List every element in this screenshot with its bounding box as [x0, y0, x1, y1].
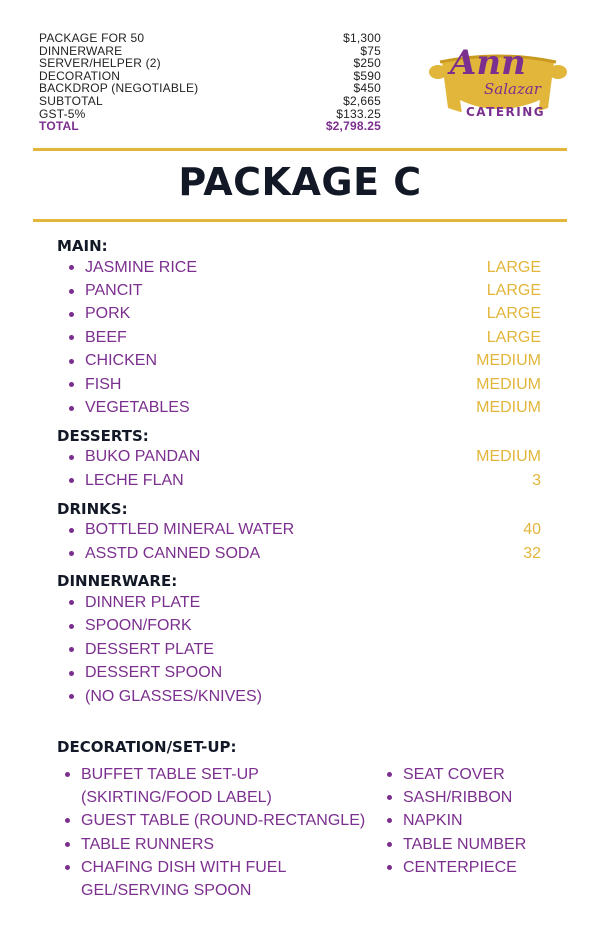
- list-item: [57, 350, 541, 373]
- list-item: [57, 256, 541, 279]
- section-heading-desserts: DESSERTS:: [57, 426, 149, 445]
- list-item: [65, 856, 375, 902]
- item-qty: MEDIUM: [476, 448, 541, 466]
- logo-script-salazar: Salazar: [484, 80, 541, 98]
- list-item: [57, 446, 541, 469]
- bullet-icon: [65, 818, 70, 823]
- bullet-icon: [69, 694, 74, 699]
- list-item: [387, 809, 557, 832]
- price-label: PACKAGE FOR 50: [39, 31, 145, 45]
- item-name: PANCIT: [85, 282, 143, 300]
- price-amount: $75: [360, 43, 381, 58]
- item-name: JASMINE RICE: [85, 258, 198, 276]
- logo-script-ann: Ann: [450, 43, 526, 83]
- bullet-icon: [387, 772, 392, 777]
- price-amount: $450: [353, 81, 381, 96]
- caterer-logo: [428, 34, 568, 130]
- price-row-total: [39, 120, 381, 133]
- bullet-icon: [69, 359, 74, 364]
- list-item: [57, 615, 541, 638]
- price-amount: $1,300: [343, 31, 381, 45]
- item-qty: LARGE: [486, 258, 541, 276]
- list-item: [57, 661, 541, 684]
- list-item: [57, 469, 541, 492]
- price-label: DECORATION: [39, 68, 121, 83]
- item-name: DESSERT PLATE: [85, 640, 214, 658]
- section-heading-drinks: DRINKS:: [57, 499, 128, 518]
- logo-catering-text: CATERING: [466, 105, 546, 119]
- list-item: [57, 519, 541, 542]
- item-qty: LARGE: [486, 305, 541, 323]
- bullet-icon: [69, 312, 74, 317]
- decoration-list-left: [65, 763, 375, 902]
- item-name: BUFFET TABLE SET-UP (SKIRTING/FOOD LABEL): [81, 766, 272, 807]
- price-amount: $590: [353, 68, 381, 83]
- bullet-icon: [69, 647, 74, 652]
- price-row-server: [39, 57, 381, 70]
- bullet-icon: [387, 818, 392, 823]
- catering-pot-icon: [428, 34, 568, 130]
- item-qty: LARGE: [486, 328, 541, 346]
- bullet-icon: [65, 865, 70, 870]
- list-item: [387, 786, 557, 809]
- bullet-icon: [69, 551, 74, 556]
- item-qty: MEDIUM: [476, 352, 541, 370]
- list-item: [57, 638, 541, 661]
- bullet-icon: [69, 455, 74, 460]
- bullet-icon: [387, 842, 392, 847]
- list-item: [57, 591, 541, 614]
- bullet-icon: [69, 671, 74, 676]
- item-name: CENTERPIECE: [403, 858, 517, 876]
- item-qty: 3: [532, 471, 541, 489]
- list-item: [57, 373, 541, 396]
- item-qty: MEDIUM: [476, 399, 541, 417]
- price-label: TOTAL: [39, 119, 79, 134]
- price-row-subtotal: [39, 95, 381, 108]
- list-item: [57, 396, 541, 419]
- list-item: [57, 685, 541, 708]
- menu-sections: [57, 236, 541, 708]
- page-title: PACKAGE C: [178, 160, 422, 204]
- item-name: CHICKEN: [85, 352, 158, 370]
- item-name: TABLE NUMBER: [403, 835, 527, 853]
- section-heading-decoration: DECORATION/SET-UP:: [57, 738, 237, 756]
- bullet-icon: [69, 289, 74, 294]
- bullet-icon: [69, 335, 74, 340]
- item-qty: LARGE: [486, 282, 541, 300]
- bullet-icon: [69, 600, 74, 605]
- item-name: SPOON/FORK: [85, 617, 192, 635]
- item-name: VEGETABLES: [85, 399, 190, 417]
- pricing-summary: [39, 32, 381, 133]
- bullet-icon: [65, 842, 70, 847]
- bullet-icon: [69, 265, 74, 270]
- list-item: [65, 833, 375, 856]
- item-qty: 40: [523, 521, 541, 539]
- divider-top: [33, 148, 567, 151]
- item-name: CHAFING DISH WITH FUEL GEL/SERVING SPOON: [81, 858, 286, 900]
- decoration-list-right: [387, 763, 557, 879]
- list-item: [65, 809, 375, 832]
- item-name: FISH: [85, 375, 122, 393]
- divider-bottom: [33, 219, 567, 222]
- price-label: SERVER/HELPER (2): [39, 56, 161, 71]
- list-item: [57, 326, 541, 349]
- item-name: GUEST TABLE (ROUND-RECTANGLE): [81, 812, 366, 830]
- price-amount: $133.25: [336, 106, 381, 121]
- bullet-icon: [65, 772, 70, 777]
- list-item: [387, 833, 557, 856]
- bullet-icon: [387, 795, 392, 800]
- bullet-icon: [69, 624, 74, 629]
- bullet-icon: [69, 406, 74, 411]
- price-amount: $2,798.25: [325, 119, 381, 134]
- item-name: (NO GLASSES/KNIVES): [85, 687, 262, 705]
- item-name: DESSERT SPOON: [85, 664, 223, 682]
- price-label: BACKDROP (NEGOTIABLE): [39, 81, 199, 96]
- item-qty: MEDIUM: [476, 375, 541, 393]
- decoration-section: [57, 737, 557, 903]
- price-row-package: [39, 32, 381, 45]
- item-name: ASSTD CANNED SODA: [85, 544, 261, 562]
- item-qty: 32: [523, 544, 541, 562]
- price-amount: $250: [353, 56, 381, 71]
- list-item: [387, 856, 557, 879]
- price-label: GST-5%: [39, 106, 86, 121]
- item-name: BUKO PANDAN: [85, 448, 201, 466]
- item-name: TABLE RUNNERS: [81, 835, 215, 853]
- price-label: SUBTOTAL: [39, 93, 103, 108]
- bullet-icon: [387, 865, 392, 870]
- list-item: [57, 279, 541, 302]
- item-name: SASH/RIBBON: [403, 789, 513, 807]
- item-name: LECHE FLAN: [85, 471, 184, 489]
- item-name: DINNER PLATE: [85, 593, 201, 611]
- item-name: PORK: [85, 305, 131, 323]
- item-name: BEEF: [85, 328, 127, 346]
- item-name: BOTTLED MINERAL WATER: [85, 521, 295, 539]
- list-item: [57, 542, 541, 565]
- item-name: SEAT COVER: [403, 766, 505, 783]
- price-label: DINNERWARE: [39, 43, 123, 58]
- list-item: [65, 763, 375, 809]
- list-item: [387, 763, 557, 786]
- section-heading-main: MAIN:: [57, 237, 108, 255]
- list-item: [57, 303, 541, 326]
- item-name: NAPKIN: [403, 812, 463, 830]
- bullet-icon: [69, 528, 74, 533]
- price-amount: $2,665: [343, 93, 381, 108]
- bullet-icon: [69, 478, 74, 483]
- bullet-icon: [69, 382, 74, 387]
- section-heading-dinnerware: DINNERWARE:: [57, 572, 178, 591]
